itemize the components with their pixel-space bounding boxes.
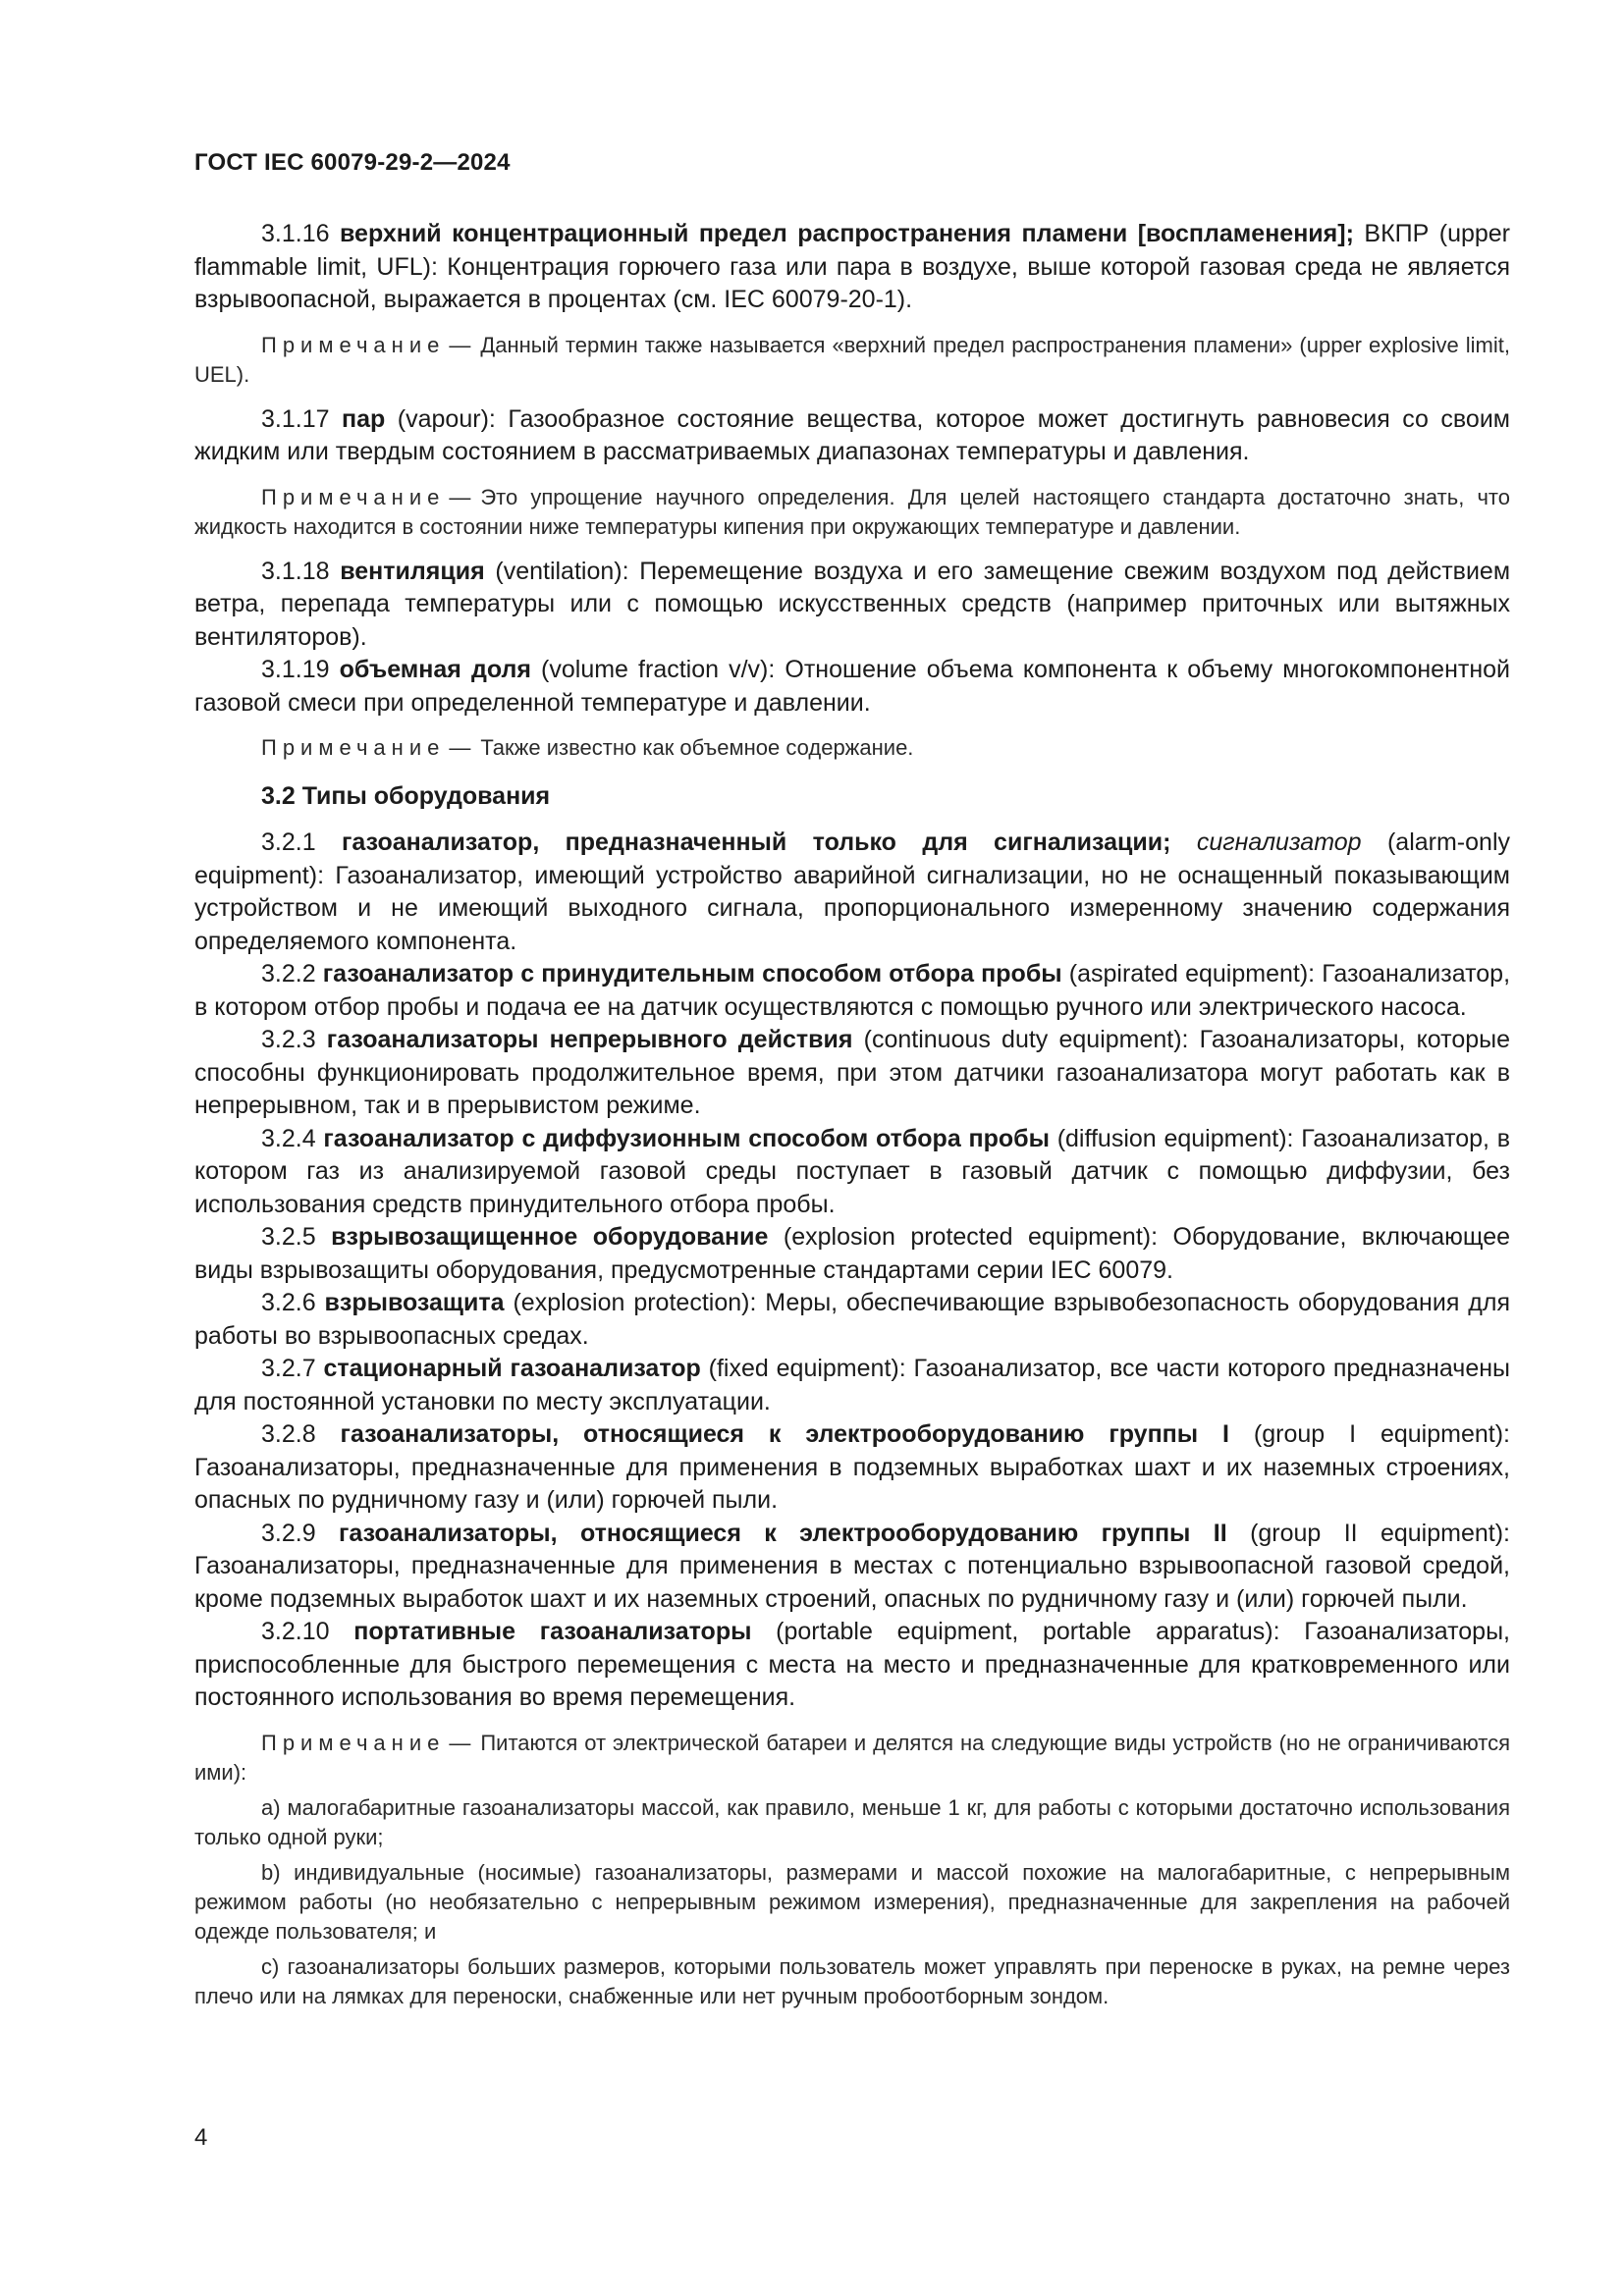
note-dash: —	[449, 735, 471, 760]
term-3-2-8	[194, 1418, 1510, 1518]
term-definition: (aspirated equipment): Газоанализатор, в котором отбор пробы и подача ее на датчик осуществляются с помощью ручного или электрического насоса.	[194, 960, 1511, 1021]
note-text: Также известно как объемное содержание.	[480, 735, 914, 760]
term-3-1-17	[194, 403, 1510, 469]
term-3-2-1	[194, 827, 1510, 958]
term-definition: (continuous duty equipment): Газоанализаторы, которые способны функционировать продолжительное время, при этом датчики газоанализатора могут работать как в непрерывном, так и в прерывистом режиме.	[194, 1026, 1510, 1119]
page-number: 4	[194, 2124, 208, 2151]
note	[194, 733, 1510, 763]
term-definition: (alarm-only equipment): Газоанализатор, имеющий устройство аварийной сигнализации, но не оснащенный показывающим устройством и не имеющий выходного сигнала, пропорционального измеренному значению содержания определяемого компонента.	[194, 828, 1510, 955]
term-number: 3.2.8	[261, 1420, 316, 1448]
term-number: 3.2.9	[261, 1519, 316, 1547]
term-number: 3.1.19	[261, 656, 330, 683]
term-title: газоанализаторы, относящиеся к электрооборудованию группы I	[340, 1420, 1229, 1448]
note-text: Это упрощение научного определения. Для целей настоящего стандарта достаточно знать, что жидкость находится в состоянии ниже температуры кипения при окружающих температуре и давлении.	[194, 484, 1510, 539]
term-title: вентиляция	[340, 557, 485, 585]
term-title: портативные газоанализаторы	[353, 1618, 752, 1645]
document-body	[194, 218, 1510, 2011]
term-3-2-9	[194, 1518, 1510, 1617]
note-dash: —	[449, 484, 471, 509]
term-number: 3.2.10	[261, 1618, 330, 1645]
term-3-2-7	[194, 1353, 1510, 1418]
term-title: объемная доля	[339, 656, 531, 683]
term-number: 3.2.3	[261, 1026, 316, 1053]
term-number: 3.1.18	[261, 557, 330, 585]
term-title: газоанализатор, предназначенный только для сигнализации;	[342, 828, 1171, 856]
term-title: взрывозащита	[324, 1289, 505, 1316]
term-definition: (portable equipment, portable apparatus): Газоанализаторы, приспособленные для быстрого перемещения с места на место и предназначенные для кратковременного или постоянного использования во время перемещения.	[194, 1618, 1510, 1711]
note-label: Примечание	[261, 332, 446, 357]
term-number: 3.1.16	[261, 220, 330, 247]
document-header: ГОСТ IEC 60079-29-2—2024	[194, 149, 511, 176]
term-3-2-6	[194, 1287, 1510, 1353]
term-3-2-3	[194, 1024, 1510, 1123]
term-definition: (group I equipment): Газоанализаторы, предназначенные для применения в подземных выработках шахт и их наземных строениях, опасных по рудничному газу и (или) горючей пыли.	[194, 1420, 1510, 1514]
note	[194, 483, 1510, 542]
term-title: стационарный газоанализатор	[323, 1355, 701, 1382]
term-number: 3.2.5	[261, 1223, 316, 1251]
note-label: Примечание	[261, 735, 446, 760]
term-3-1-19	[194, 654, 1510, 720]
term-title: газоанализаторы, относящиеся к электрооборудованию группы II	[338, 1519, 1227, 1547]
term-3-2-4	[194, 1123, 1510, 1222]
term-3-2-5	[194, 1221, 1510, 1287]
list-item-c: c) газоанализаторы больших размеров, которыми пользователь может управлять при переноске в руках, на ремне через плечо или на лямках для переноски, снабженные или нет ручным пробоотборным зондом.	[194, 1953, 1510, 2008]
term-synonym: сигнализатор	[1196, 828, 1362, 856]
note	[194, 1729, 1510, 1788]
term-definition: (group II equipment): Газоанализаторы, предназначенные для применения в местах с потенциально взрывоопасной газовой средой, кроме подземных выработок шахт и их наземных строений, опасных по рудничному газу и (или) горючей пыли.	[194, 1519, 1510, 1613]
term-title: взрывозащищенное оборудование	[331, 1223, 769, 1251]
note-text: Данный термин также называется «верхний предел распространения пламени» (upper explosive limit, UEL).	[194, 332, 1510, 387]
term-number: 3.2.4	[261, 1124, 316, 1152]
term-title: газоанализатор с диффузионным способом отбора пробы	[323, 1124, 1050, 1152]
list-item-b: b) индивидуальные (носимые) газоанализаторы, размерами и массой похожие на малогабаритные, с непрерывным режимом работы (но необязательно с непрерывным режимом измерения), предназначенные для закрепления на рабочей одежде пользователя; и	[194, 1859, 1510, 1944]
term-definition: (ventilation): Перемещение воздуха и его замещение свежим воздухом под действием ветра, перепада температуры или с помощью искусственных средств (например приточных или вытяжных вентиляторов).	[194, 557, 1511, 651]
term-number: 3.2.6	[261, 1289, 316, 1316]
note-text: Питаются от электрической батареи и делятся на следующие виды устройств (но не ограничиваются ими):	[194, 1730, 1510, 1785]
term-number: 3.2.7	[261, 1355, 316, 1382]
note	[194, 331, 1510, 390]
list-item-a: a) малогабаритные газоанализаторы массой, как правило, меньше 1 кг, для работы с которыми достаточно использования только одной руки;	[194, 1794, 1510, 1849]
term-definition: (explosion protected equipment): Оборудование, включающее виды взрывозащиты оборудования, предусмотренные стандартами серии IEC 60079.	[194, 1223, 1510, 1284]
term-title: пар	[342, 404, 386, 433]
term-definition: (explosion protection): Меры, обеспечивающие взрывобезопасность оборудования для работы во взрывоопасных средах.	[194, 1289, 1510, 1350]
term-3-1-16	[194, 218, 1510, 317]
term-definition: (fixed equipment): Газоанализатор, все части которого предназначены для постоянной установки по месту эксплуатации.	[194, 1355, 1510, 1415]
note-dash: —	[449, 1730, 471, 1755]
term-title: верхний концентрационный предел распространения пламени [воспламенения];	[340, 220, 1354, 247]
term-definition: (volume fraction v/v): Отношение объема компонента к объему многокомпонентной газовой смеси при определенной температуре и давлении.	[194, 656, 1511, 717]
term-definition: (diffusion equipment): Газоанализатор, в котором газ из анализируемой газовой среды поступает в газовый датчик с помощью диффузии, без использования средств принудительного отбора пробы.	[194, 1124, 1511, 1218]
section-heading-3-2: 3.2 Типы оборудования	[261, 782, 551, 810]
term-definition: ВКПР (upper flammable limit, UFL): Концентрация горючего газа или пара в воздухе, выше которой газовая среда не является взрывоопасной, выражается в процентах (см. IEC 60079-20-1).	[194, 220, 1511, 313]
term-number: 3.1.17	[261, 404, 330, 433]
term-number: 3.2.2	[261, 960, 316, 988]
term-3-2-10	[194, 1616, 1510, 1715]
term-3-2-2	[194, 958, 1510, 1024]
term-definition: (vapour): Газообразное состояние вещества, которое может достигнуть равновесия со своим жидким или твердым состоянием в рассматриваемых диапазонах температуры и давления.	[194, 404, 1510, 465]
note-dash: —	[449, 332, 471, 357]
note-label: Примечание	[261, 484, 446, 509]
term-number: 3.2.1	[261, 828, 316, 856]
term-title: газоанализатор с принудительным способом отбора пробы	[322, 960, 1062, 988]
term-title: газоанализаторы непрерывного действия	[326, 1026, 853, 1053]
term-3-1-18	[194, 556, 1510, 655]
note-label: Примечание	[261, 1730, 446, 1755]
